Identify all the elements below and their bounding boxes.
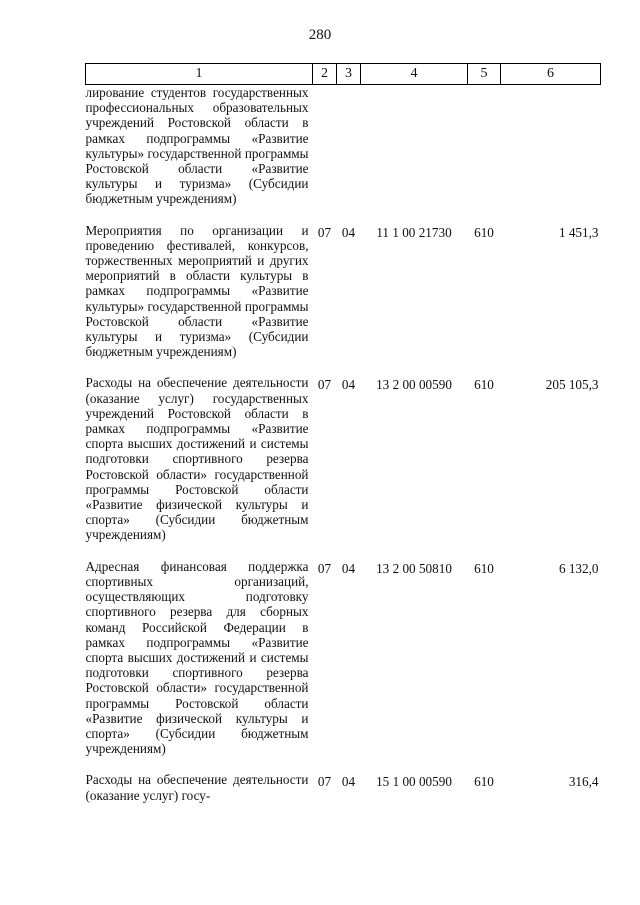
- page-number: 280: [308, 27, 332, 43]
- row-section: [313, 85, 337, 223]
- row-target-code: 15 1 00 00590: [376, 774, 452, 790]
- row-expense-type: 610: [474, 224, 494, 240]
- row-expense-type: 610: [474, 774, 494, 790]
- table-row: [86, 85, 601, 223]
- header-col-2: 2: [313, 64, 337, 85]
- header-col-3: 3: [337, 64, 361, 85]
- row-amount: 316,4: [568, 774, 599, 790]
- row-subsection: 04: [341, 774, 356, 790]
- row-subsection: 04: [341, 377, 356, 393]
- row-section: 07: [317, 377, 332, 393]
- row-section: 07: [317, 560, 332, 576]
- row-amount: 205 105,3: [545, 377, 599, 393]
- row-description: лирование студентов государственных профессиональных образовательных учреждений Ростовской области в рамках подпрограммы «Развитие культуры» государственной программы Ростовской области «Развитие культуры и туризма» (Субсидии бюджетным учреждениям): [85, 85, 309, 207]
- header-row: [86, 64, 601, 85]
- row-expense-type: 610: [474, 377, 494, 393]
- header-col-6: 6: [501, 64, 601, 85]
- table-row: [86, 559, 601, 773]
- row-section: 07: [317, 774, 332, 790]
- header-col-5: 5: [468, 64, 501, 85]
- row-description: Расходы на обеспечение деятельности (оказание услуг) государственных учреждений Ростовской области в рамках подпрограммы «Развитие спорта высших достижений и системы подготовки спортивного резерва Ростовской области» государственной программы Ростовской области «Развитие физической культуры и спорта» (Субсидии бюджетным учреждениям): [85, 375, 309, 543]
- row-expense-type: 610: [474, 560, 494, 576]
- row-subsection: 04: [341, 224, 356, 240]
- row-amount: 1 451,3: [558, 224, 599, 240]
- row-target-code: 13 2 00 00590: [376, 377, 452, 393]
- row-amount: [501, 85, 601, 223]
- row-expense-type: [468, 85, 501, 223]
- row-subsection: 04: [341, 560, 356, 576]
- header-col-1: 1: [86, 64, 313, 85]
- row-target-code: 11 1 00 21730: [376, 224, 452, 240]
- row-target-code: 13 2 00 50810: [376, 560, 452, 576]
- header-col-4: 4: [361, 64, 468, 85]
- row-amount: 6 132,0: [558, 560, 599, 576]
- row-section: 07: [317, 224, 332, 240]
- table-row: [86, 375, 601, 558]
- row-description: Адресная финансовая поддержка спортивных организаций, осуществляющих подготовку спортивного резерва для сборных команд Российской Федерации в рамках подпрограммы «Развитие спорта высших достижений и системы подготовки спортивного резерва Ростовской области» государственной программы Ростовской области «Развитие физической культуры и спорта» (Субсидии бюджетным учреждениям): [85, 558, 309, 757]
- row-description: Мероприятия по организации и проведению фестивалей, конкурсов, торжественных мероприятий и других мероприятий в области культуры в рамках подпрограммы «Развитие культуры» государственной программы Ростовской области «Развитие культуры и туризма» (Субсидии бюджетным учреждениям): [85, 222, 309, 360]
- table-row: [86, 772, 601, 802]
- budget-table: [85, 63, 601, 803]
- row-subsection: [337, 85, 361, 223]
- row-description: Расходы на обеспечение деятельности (оказание услуг) госу-: [85, 772, 309, 803]
- row-target-code: [361, 85, 468, 223]
- table-row: [86, 223, 601, 376]
